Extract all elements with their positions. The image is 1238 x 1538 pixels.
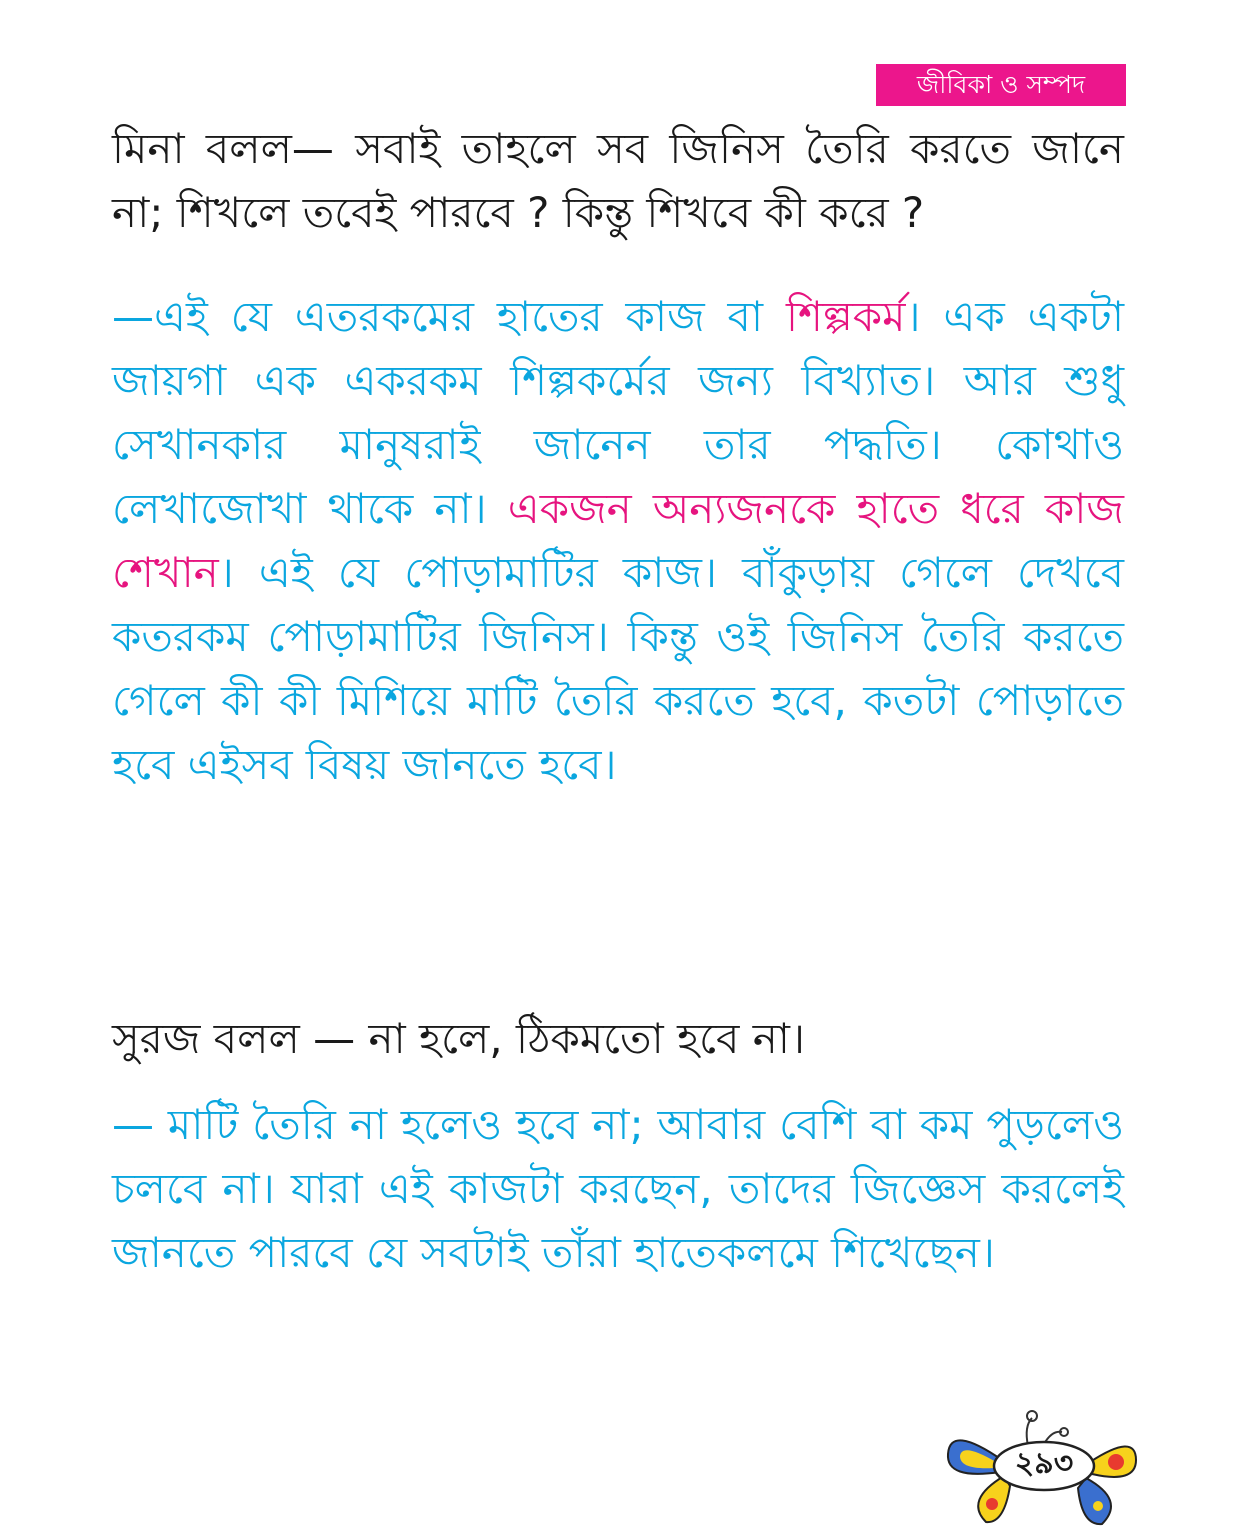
page-number-badge: [940, 1404, 1140, 1534]
paragraph-reply: — মাটি তৈরি না হলেও হবে না; আবার বেশি বা কম পুড়লেও চলবে না। যারা এই কাজটা করছেন, তাদের জিজ্ঞেস করলেই জানতে পারবে যে সবটাই তাঁরা হাতেকলমে শিখেছেন।: [112, 1100, 1124, 1277]
paragraph-text-segment: —এই যে এতরকমের হাতের কাজ বা: [112, 292, 786, 341]
paragraph-suraj: সুরজ বলল — না হলে, ঠিকমতো হবে না।: [112, 1014, 806, 1063]
highlight-keyword: শিল্পকর্ম: [785, 292, 906, 341]
page-number: ২৯৩: [1014, 1446, 1074, 1481]
paragraph-text-segment: । এই যে পোড়ামাটির কাজ। বাঁকুড়ায় গেলে দেখবে কতরকম পোড়ামাটির জিনিস। কিন্তু ওই জিনিস তৈরি করতে গেলে কী কী মিশিয়ে মাটি তৈরি করতে হবে, কতটা পোড়াতে হবে এইসব বিষয় জানতে হবে।: [112, 548, 1124, 789]
paragraph-explanation: [112, 285, 1124, 797]
chapter-title-tag: জীবিকা ও সম্পদ: [876, 64, 1126, 106]
highlight-phrase: একজন অন্যজনকে হাতে ধরে কাজ শেখান: [112, 484, 1125, 597]
paragraph-text-segment: । এক একটা জায়গা এক একরকম শিল্পকর্মের জন্য বিখ্যাত। আর শুধু সেখানকার মানুষরাই জানেন তার পদ্ধতি। কোথাও লেখাজোখা থাকে না।: [112, 292, 1124, 533]
paragraph-mina: মিনা বলল— সবাই তাহলে সব জিনিস তৈরি করতে জানে না; শিখলে তবেই পারবে ? কিন্তু শিখবে কী করে ?: [112, 124, 1124, 237]
